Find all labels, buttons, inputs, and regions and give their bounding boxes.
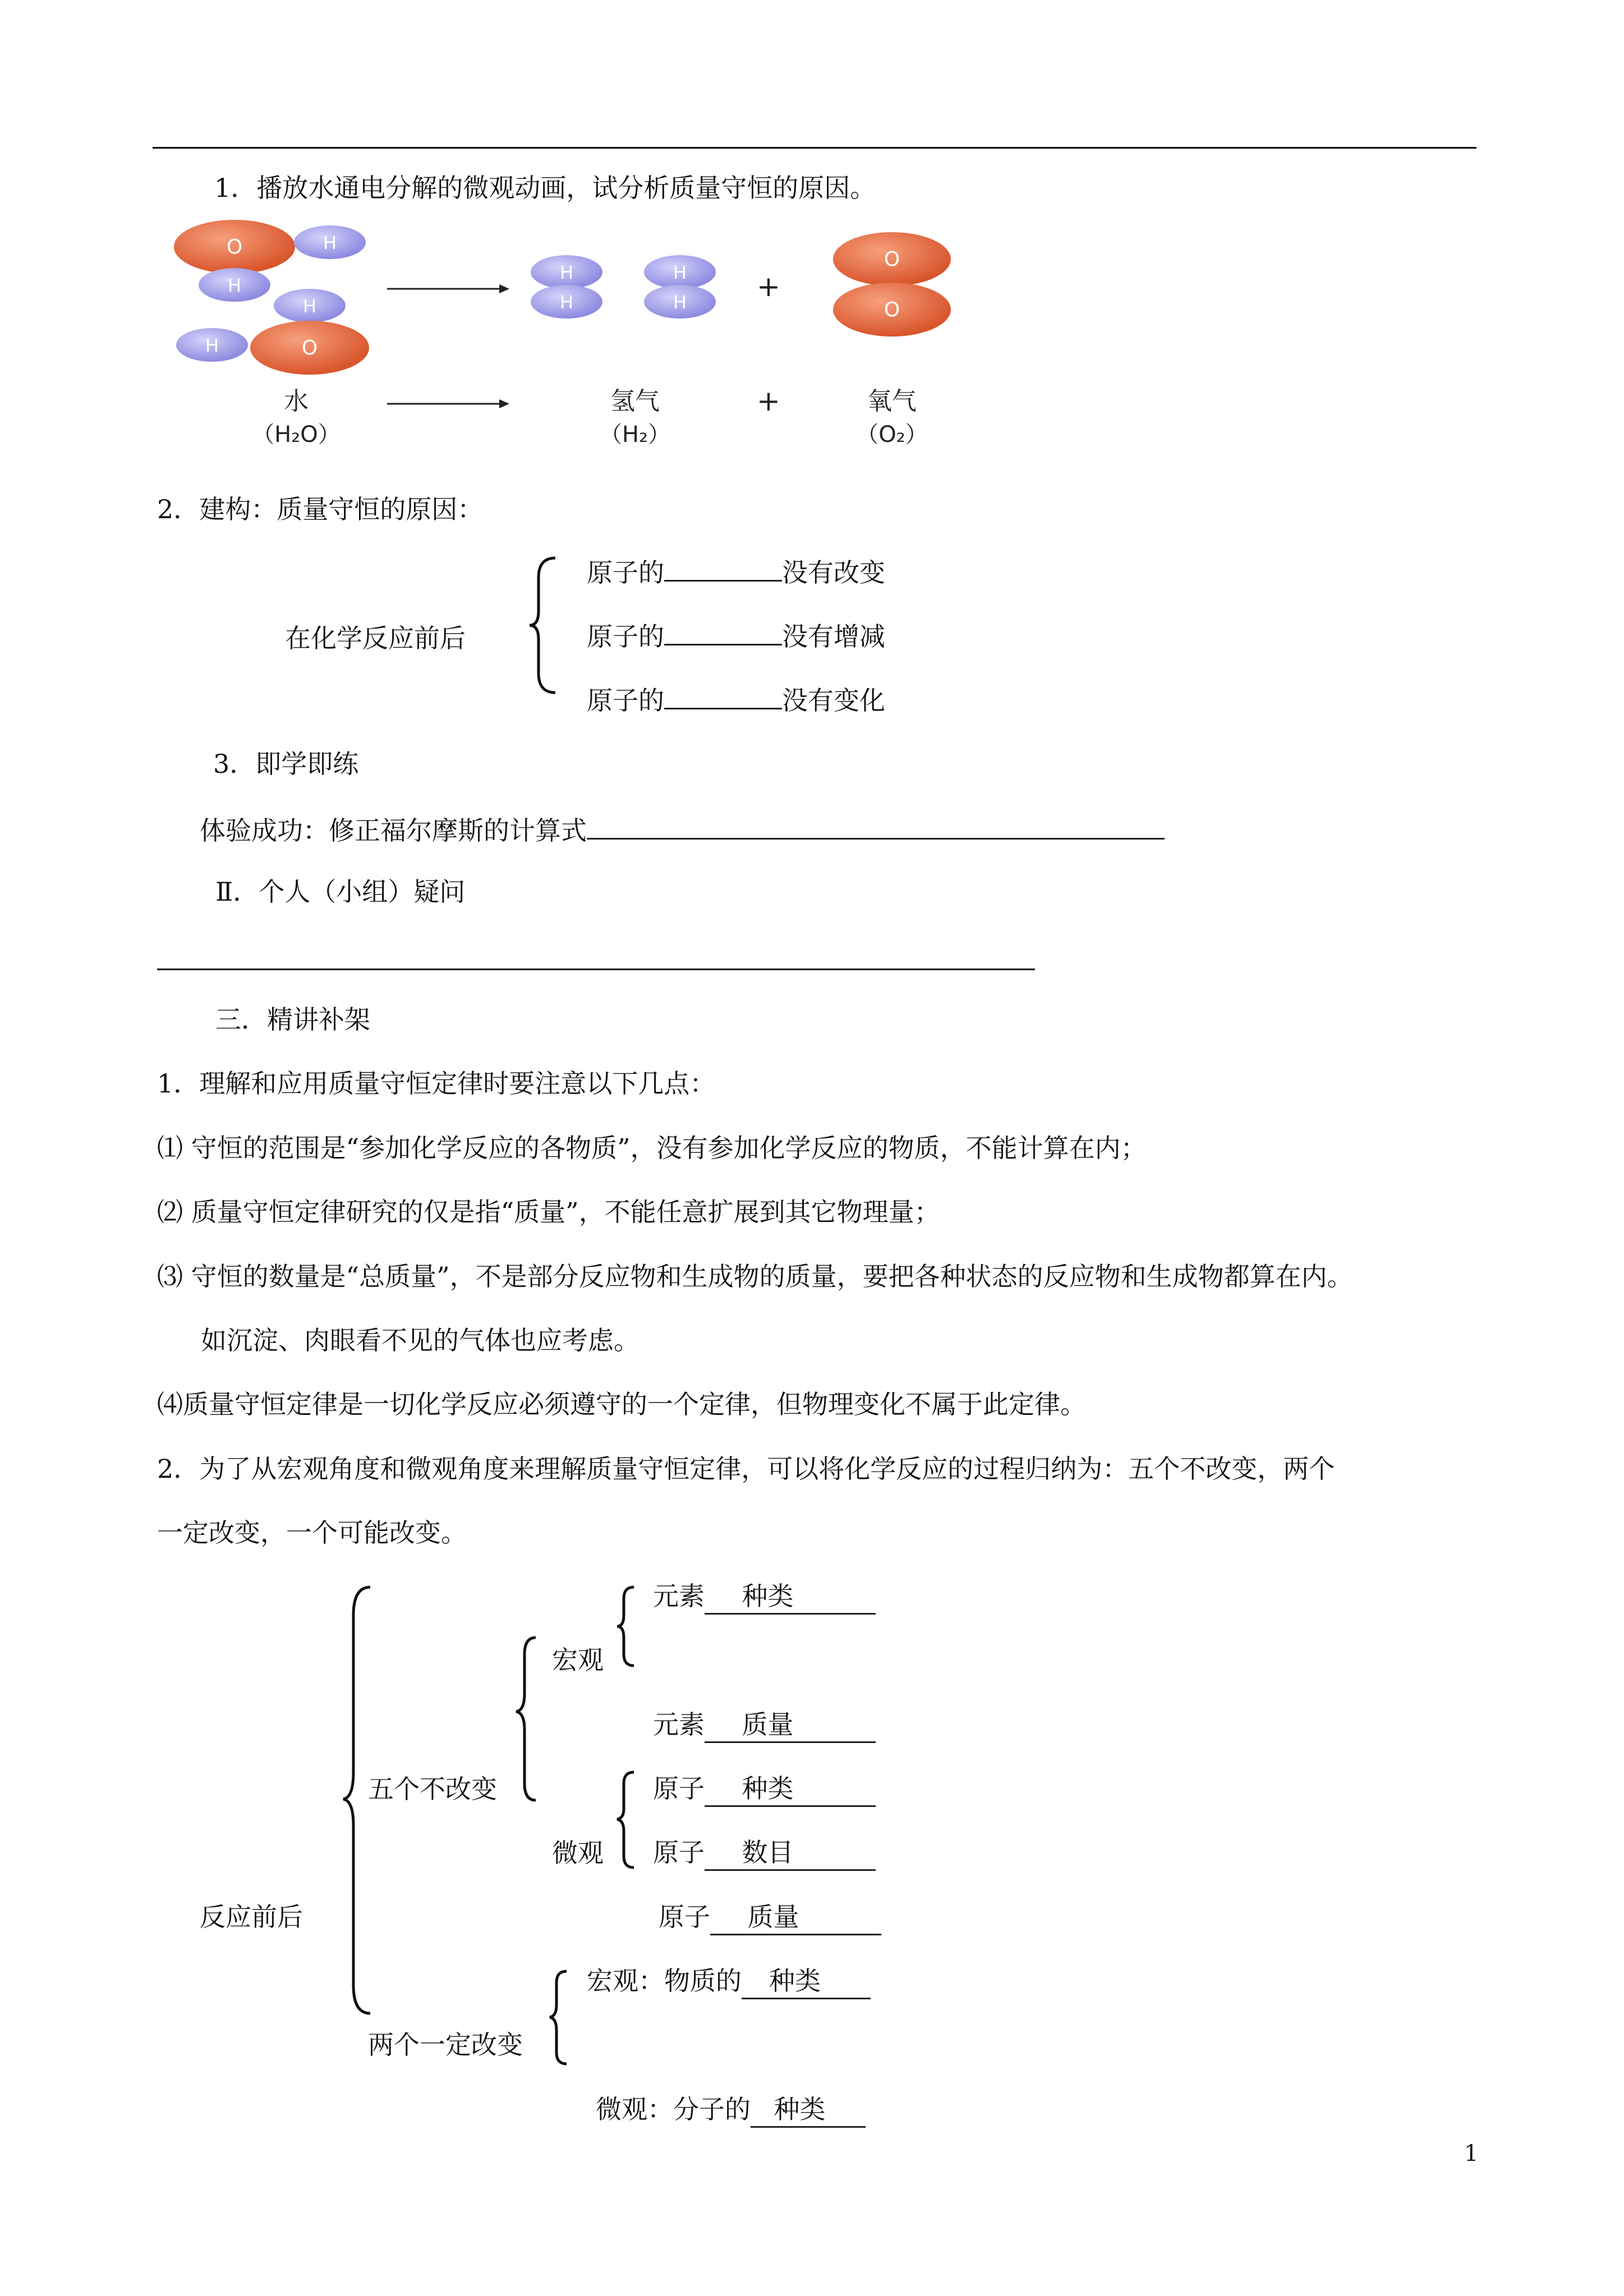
fill-blank[interactable]: [664, 683, 782, 709]
item-prefix: 元素: [653, 1709, 705, 1740]
label-water: 水: [284, 387, 309, 416]
construct-row-pre: 原子的: [587, 557, 664, 588]
point-3: ⑶ 守恒的数量是“总质量”，不是部分反应物和生成物的质量，要把各种状态的反应物和生成物都算在内。: [157, 1261, 1353, 1292]
item-prefix: 微观：分子的: [596, 2094, 751, 2124]
point-2: ⑵ 质量守恒定律研究的仅是指“质量”，不能任意扩展到其它物理量；: [157, 1197, 940, 1227]
construct-row-3: [587, 683, 885, 717]
hydrogen-atom-label: H: [673, 262, 687, 283]
answer-blank[interactable]: 种类: [705, 1772, 876, 1807]
oxygen-atom-label: O: [301, 336, 318, 359]
item-prefix: 宏观：物质的: [587, 1966, 742, 1996]
label-oxygen: 氧气: [867, 387, 917, 416]
micro-item-1: [653, 1772, 876, 1807]
water-molecule-2: [176, 289, 369, 375]
micro-item-2: [653, 1836, 876, 1871]
question-title: Ⅱ．个人（小组）疑问: [215, 877, 466, 907]
hydrogen-molecule-2: [644, 255, 716, 319]
answer-blank[interactable]: 种类: [742, 1964, 871, 1999]
hydrogen-atom-label: H: [323, 232, 337, 253]
macro-item-2: [653, 1708, 876, 1743]
construct-row-post: 没有增减: [782, 621, 885, 652]
section-1-title: 1．播放水通电分解的微观动画，试分析质量守恒的原因。: [214, 173, 876, 203]
two-item-2: [596, 2092, 866, 2128]
section-2-title: 2．建构：质量守恒的原因：: [157, 494, 484, 524]
label-hydrogen: 氢气: [610, 387, 660, 416]
answer-blank[interactable]: 种类: [751, 2092, 866, 2128]
paragraph-2-line-1: 2．为了从宏观角度和微观角度来理解质量守恒定律，可以将化学反应的过程归纳为：五个不改变，两个: [157, 1454, 1335, 1484]
oxygen-atom-label: O: [226, 236, 243, 259]
label-hydrogen-formula: （H₂）: [599, 422, 671, 448]
construct-left-label: 在化学反应前后: [285, 623, 466, 653]
tree-micro-label: 微观: [552, 1838, 604, 1868]
water-electrolysis-diagram: [163, 213, 959, 460]
micro-brace: [617, 1772, 634, 1868]
section-4-title: 三．精讲补架: [215, 1004, 370, 1035]
point-3-continued: 如沉淀、肉眼看不见的气体也应考虑。: [201, 1325, 640, 1356]
practice-label: 体验成功：修正福尔摩斯的计算式: [200, 815, 587, 846]
construct-row-1: [587, 555, 885, 589]
two-brace: [550, 1971, 567, 2064]
page-number: 1: [1464, 2141, 1479, 2166]
label-water-formula: （H₂O）: [252, 422, 341, 448]
question-answer-line[interactable]: [157, 969, 1035, 970]
answer-blank[interactable]: 质量: [705, 1708, 876, 1743]
hydrogen-atom-label: H: [205, 335, 219, 356]
item-prefix: 原子: [653, 1837, 705, 1868]
micro-item-3: [659, 1900, 881, 1935]
answer-blank[interactable]: 质量: [710, 1900, 881, 1935]
two-item-1: [587, 1964, 871, 1999]
construct-brace: [527, 555, 561, 695]
item-prefix: 元素: [653, 1581, 705, 1611]
plus-sign: +: [757, 270, 780, 303]
point-1: ⑴ 守恒的范围是“参加化学反应的各物质”，没有参加化学反应的物质，不能计算在内；: [157, 1133, 1147, 1163]
hydrogen-atom-label: H: [227, 275, 242, 296]
tree-root-label: 反应前后: [200, 1902, 303, 1932]
item-prefix: 原子: [659, 1902, 710, 1932]
plus-sign: +: [757, 385, 780, 417]
fill-blank[interactable]: [664, 555, 782, 582]
oxygen-molecule: [833, 232, 951, 336]
oxygen-atom-label: O: [884, 298, 900, 321]
hydrogen-atom-label: H: [302, 296, 317, 317]
hydrogen-atom-label: H: [673, 292, 687, 313]
answer-blank[interactable]: 数目: [705, 1836, 876, 1871]
macro-brace: [617, 1587, 634, 1666]
construct-row-2: [587, 619, 885, 653]
point-4: ⑷质量守恒定律是一切化学反应必须遵守的一个定律，但物理变化不属于此定律。: [157, 1389, 1086, 1419]
section-3-title: 3．即学即练: [213, 749, 359, 779]
construct-row-post: 没有改变: [782, 557, 885, 588]
construct-row-pre: 原子的: [587, 621, 664, 652]
item-prefix: 原子: [653, 1773, 705, 1804]
oxygen-atom-label: O: [884, 248, 900, 271]
tree-macro-label: 宏观: [552, 1645, 604, 1675]
practice-line: [200, 811, 1165, 847]
construct-row-pre: 原子的: [587, 685, 664, 716]
hydrogen-atom-label: H: [559, 262, 574, 283]
water-molecule-1: [174, 220, 366, 302]
header-rule: [153, 147, 1476, 149]
paragraph-2-line-2: 一定改变，一个可能改变。: [157, 1518, 467, 1548]
answer-blank[interactable]: 种类: [705, 1579, 876, 1615]
label-oxygen-formula: （O₂）: [856, 422, 928, 448]
tree-two-label: 两个一定改变: [368, 2030, 523, 2060]
hydrogen-molecule-1: [531, 255, 602, 319]
macro-item-1: [653, 1579, 876, 1615]
paragraph-1: 1．理解和应用质量守恒定律时要注意以下几点：: [157, 1068, 716, 1099]
hydrogen-atom-label: H: [559, 292, 574, 313]
five-brace: [516, 1638, 536, 1800]
fill-blank[interactable]: [664, 619, 782, 646]
root-brace: [343, 1587, 370, 2013]
tree-five-label: 五个不改变: [368, 1774, 497, 1804]
practice-answer-blank[interactable]: [587, 811, 1165, 840]
construct-row-post: 没有变化: [782, 685, 885, 716]
